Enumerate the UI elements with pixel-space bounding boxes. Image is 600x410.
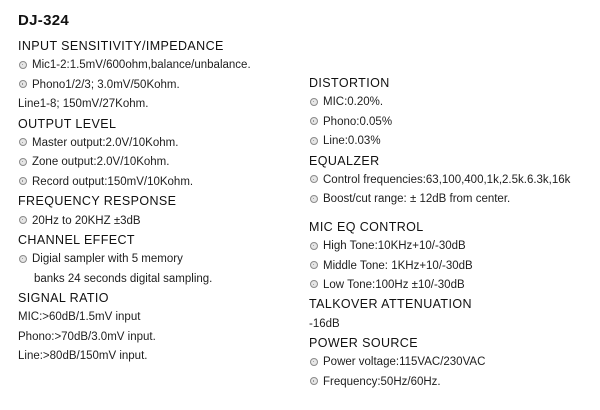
bullet-icon: [19, 138, 27, 146]
bullet-icon: [310, 117, 318, 125]
spec-line: [18, 328, 251, 347]
spec-text: OUTPUT LEVEL: [18, 116, 117, 131]
spec-text: TALKOVER ATTENUATION: [309, 297, 472, 312]
spec-text: DISTORTION: [309, 76, 390, 90]
section-heading: [18, 289, 251, 308]
spec-item: [18, 56, 251, 75]
spec-text: Zone output:2.0V/10Kohm.: [32, 156, 170, 169]
spec-text: Line1-8; 150mV/27Kohm.: [18, 98, 149, 111]
spec-text: MIC EQ CONTROL: [309, 219, 424, 234]
spec-line: [18, 308, 251, 327]
spec-text: Master output:2.0V/10Kohm.: [32, 136, 179, 149]
spec-text: -16dB: [309, 317, 340, 330]
bullet-icon: [19, 216, 27, 224]
spec-item: [18, 76, 251, 95]
spec-line: [18, 95, 251, 114]
bullet-icon: [19, 255, 27, 263]
bullet-icon: [310, 195, 318, 203]
spec-item: [309, 276, 570, 295]
spacer: [309, 210, 570, 218]
spec-item: [309, 353, 570, 372]
spec-item: [309, 237, 570, 256]
spec-text: Mic1-2:1.5mV/600ohm,balance/unbalance.: [32, 59, 251, 72]
spec-line: [18, 347, 251, 366]
section-heading: [309, 74, 570, 93]
spec-text: Phono:0.05%: [323, 115, 393, 128]
spec-text: 20Hz to 20KHZ ±3dB: [32, 214, 141, 227]
left-spec-column: [18, 37, 251, 367]
section-heading: [18, 115, 251, 134]
right-spec-column: [309, 74, 570, 392]
spec-text: Control frequencies:63,100,400,1k,2.5k.6.3k,16k: [323, 173, 571, 186]
spec-text: Digial sampler with 5 memory: [32, 253, 183, 266]
bullet-icon: [310, 377, 318, 385]
bullet-icon: [310, 261, 318, 269]
spec-text: MIC:0.20%.: [323, 96, 384, 109]
bullet-icon: [310, 242, 318, 250]
bullet-icon: [310, 280, 318, 288]
spec-text: CHANNEL EFFECT: [18, 232, 135, 247]
spec-item: [309, 171, 570, 190]
spec-text: Frequency:50Hz/60Hz.: [323, 375, 441, 388]
section-heading: [309, 295, 570, 314]
bullet-icon: [310, 98, 318, 106]
spec-text: SIGNAL RATIO: [18, 291, 109, 306]
spec-item: [309, 132, 570, 151]
spec-item: [309, 190, 570, 209]
model-title: DJ-324: [18, 12, 69, 29]
bullet-icon: [19, 61, 27, 69]
section-heading: [309, 152, 570, 171]
spec-line: [18, 270, 251, 289]
spec-item: [309, 93, 570, 112]
spec-item: [18, 134, 251, 153]
spec-text: Low Tone:100Hz ±10/-30dB: [323, 278, 465, 291]
spec-text: INPUT SENSITIVITY/IMPEDANCE: [18, 39, 224, 53]
bullet-icon: [310, 358, 318, 366]
bullet-icon: [19, 177, 27, 185]
spec-text: POWER SOURCE: [309, 336, 418, 351]
spec-item: [18, 250, 251, 269]
spec-item: [309, 373, 570, 392]
bullet-icon: [310, 137, 318, 145]
spec-text: banks 24 seconds digital sampling.: [34, 272, 213, 285]
section-heading: [309, 334, 570, 353]
bullet-icon: [310, 175, 318, 183]
bullet-icon: [19, 158, 27, 166]
spec-text: Line:0.03%: [323, 135, 381, 148]
spec-item: [309, 113, 570, 132]
bullet-icon: [19, 80, 27, 88]
spec-line: [309, 315, 570, 334]
spec-text: Boost/cut range: ± 12dB from center.: [323, 193, 511, 206]
section-heading: [18, 37, 251, 56]
spec-text: Record output:150mV/10Kohm.: [32, 175, 194, 188]
spec-text: EQUALZER: [309, 153, 380, 168]
spec-text: Phono:>70dB/3.0mV input.: [18, 330, 156, 343]
spec-text: Phono1/2/3; 3.0mV/50Kohm.: [32, 78, 180, 91]
spec-text: FREQUENCY RESPONSE: [18, 194, 177, 209]
spec-item: [18, 173, 251, 192]
section-heading: [18, 231, 251, 250]
spec-text: MIC:>60dB/1.5mV input: [18, 311, 141, 324]
section-heading: [309, 218, 570, 237]
spec-text: Middle Tone: 1KHz+10/-30dB: [323, 259, 473, 272]
section-heading: [18, 192, 251, 211]
spec-item: [18, 153, 251, 172]
spec-text: Power voltage:115VAC/230VAC: [323, 356, 486, 369]
spec-item: [309, 257, 570, 276]
spec-item: [18, 212, 251, 231]
spec-text: High Tone:10KHz+10/-30dB: [323, 240, 466, 253]
spec-text: Line:>80dB/150mV input.: [18, 350, 148, 363]
